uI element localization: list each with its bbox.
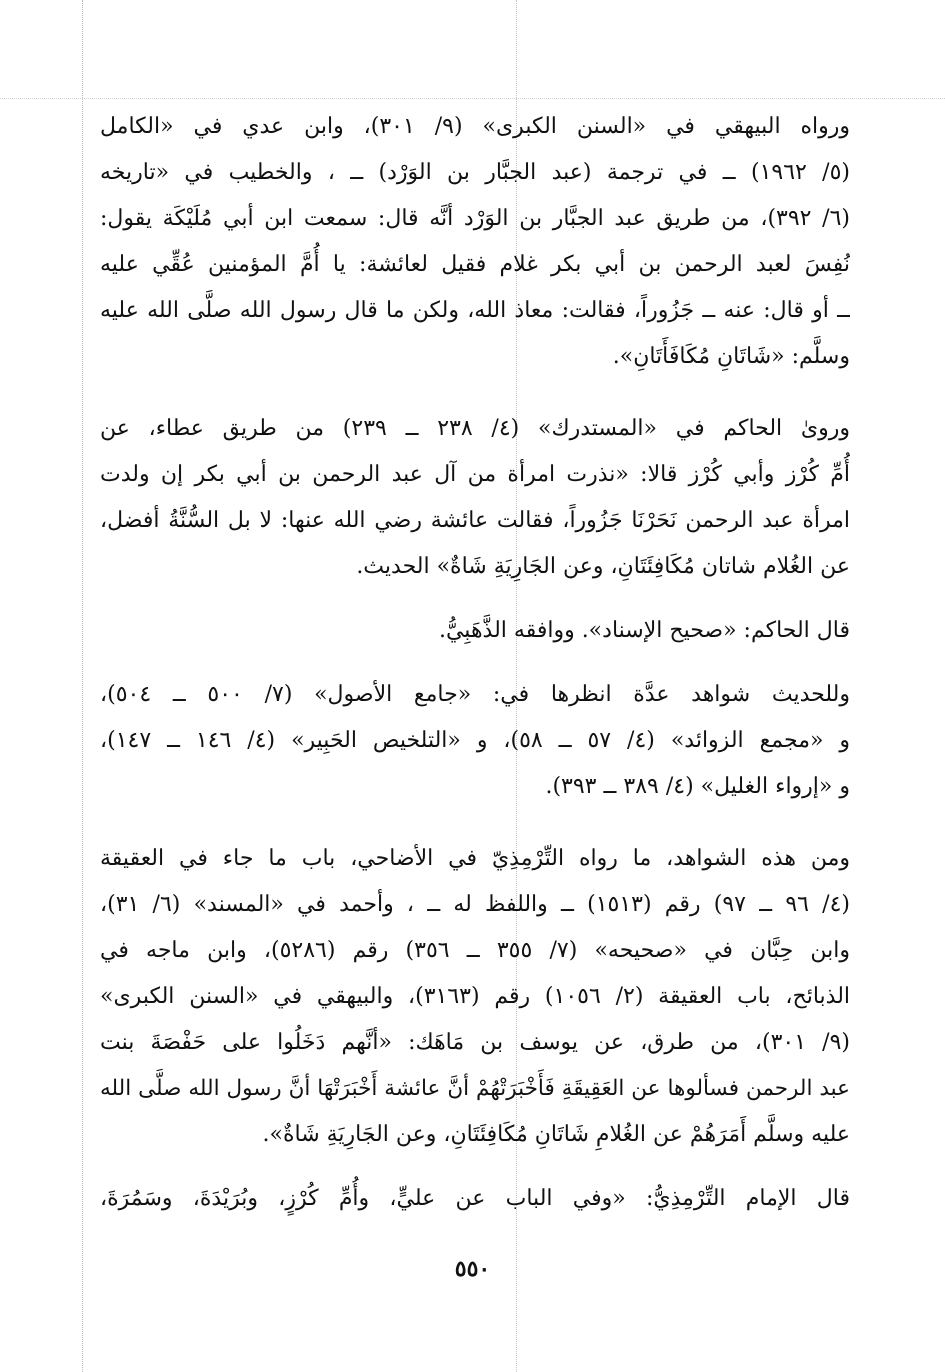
paragraph-gap xyxy=(100,654,850,672)
text-line: وروىٰ الحاكم في «المستدرك» (٤/ ٢٣٨ ــ ٢٣٩) من طريق عطاء، عن xyxy=(100,416,850,441)
scan-guide-left xyxy=(82,0,83,1372)
paragraph-gap xyxy=(100,380,850,406)
text-line: و «إرواء الغليل» (٤/ ٣٨٩ ــ ٣٩٣). xyxy=(545,774,850,799)
text-line: عن الغُلام شاتان مُكَافِئَتَانِ، وعن الجَارِيَةِ شَاةٌ» الحديث. xyxy=(356,554,850,579)
text-line: قال الحاكم: «صحيح الإسناد». ووافقه الذَّهَبِيُّ. xyxy=(438,618,850,643)
text-line: عبد الرحمن فسألوها عن العَقِيقَةِ فَأَخْبَرَتْهُمْ أنَّ عائشة أَخْبَرَتْهَا أنَّ رسول الله صلَّى الله xyxy=(100,1076,850,1101)
text-line: قال الإمام التِّرْمِذِيُّ: «وفي الباب عن عليٍّ، وأُمِّ كُرْزٍ، وبُرَيْدَةَ، وسَمُرَةَ، xyxy=(100,1186,850,1211)
text-line: وسلَّم: «شَاتَانِ مُكَافَأَتَانِ». xyxy=(612,344,850,369)
page-number: ٥٥٠ xyxy=(454,1256,491,1282)
text-line: وللحديث شواهد عدَّة انظرها في: «جامع الأصول» (٧/ ٥٠٠ ــ ٥٠٤)، xyxy=(100,682,850,707)
page-body xyxy=(100,104,850,1222)
text-line: عليه وسلَّم أَمَرَهُمْ عن الغُلامِ شَاتَانِ مُكَافِئَتَانِ، وعن الجَارِيَةِ شَاةٌ». xyxy=(262,1122,850,1147)
text-line: (٩/ ٣٠١)، من طرق، عن يوسف بن مَاهَك: «أنَّهم دَخَلُوا على حَفْصَةَ بنت xyxy=(100,1030,850,1055)
paragraph-gap xyxy=(100,590,850,608)
paragraph-gap xyxy=(100,810,850,836)
paragraph-hakim xyxy=(100,406,850,590)
text-line: أُمِّ كُرْز وأبي كُرْز قالا: «نذرت امرأة من آل عبد الرحمن بن أبي بكر إن ولدت xyxy=(100,462,850,487)
text-line: نُفِسَ لعبد الرحمن بن أبي بكر غلام فقيل لعائشة: يا أُمَّ المؤمنين عُقِّي عليه xyxy=(100,252,850,277)
text-line: (٦/ ٣٩٢)، من طريق عبد الجبَّار بن الوَرْد أنَّه قال: سمعت ابن أبي مُلَيْكَة يقول: xyxy=(100,206,850,231)
text-line: ومن هذه الشواهد، ما رواه التِّرْمِذِيّ في الأضاحي، باب ما جاء في العقيقة xyxy=(100,846,850,871)
paragraph-hakim-grading xyxy=(100,608,850,654)
text-line: (٥/ ١٩٦٢) ــ في ترجمة (عبد الجبَّار بن الوَرْد) ــ ، والخطيب في «تاريخه xyxy=(100,160,850,185)
paragraph-tirmidhi-comment xyxy=(100,1176,850,1222)
text-line: و «مجمع الزوائد» (٤/ ٥٧ ــ ٥٨)، و «التلخيص الحَبِير» (٤/ ١٤٦ ــ ١٤٧)، xyxy=(100,728,850,753)
text-line: ورواه البيهقي في «السنن الكبرى» (٩/ ٣٠١)، وابن عدي في «الكامل xyxy=(100,114,850,139)
text-line: ــ أو قال: عنه ــ جَزُوراً، فقالت: معاذ الله، ولكن ما قال رسول الله صلَّى الله عليه xyxy=(100,298,850,323)
text-line: وابن حِبَّان في «صحيحه» (٧/ ٣٥٥ ــ ٣٥٦) رقم (٥٢٨٦)، وابن ماجه في xyxy=(100,938,850,963)
text-line: الذبائح، باب العقيقة (٢/ ١٠٥٦) رقم (٣١٦٣)، والبيهقي في «السنن الكبرى» xyxy=(100,984,850,1009)
paragraph-tirmidhi-narration xyxy=(100,836,850,1158)
text-line: (٤/ ٩٦ ــ ٩٧) رقم (١٥١٣) ــ واللفظ له ــ ، وأحمد في «المسند» (٦/ ٣١)، xyxy=(100,892,850,917)
paragraph-gap xyxy=(100,1158,850,1176)
scan-guide-top xyxy=(0,98,945,99)
text-line: امرأة عبد الرحمن نَحَرْنَا جَزُوراً، فقالت عائشة رضي الله عنها: لا بل السُّنَّةُ أفضل، xyxy=(100,508,850,533)
paragraph-bayhaqi xyxy=(100,104,850,380)
paragraph-supporting-narrations xyxy=(100,672,850,810)
